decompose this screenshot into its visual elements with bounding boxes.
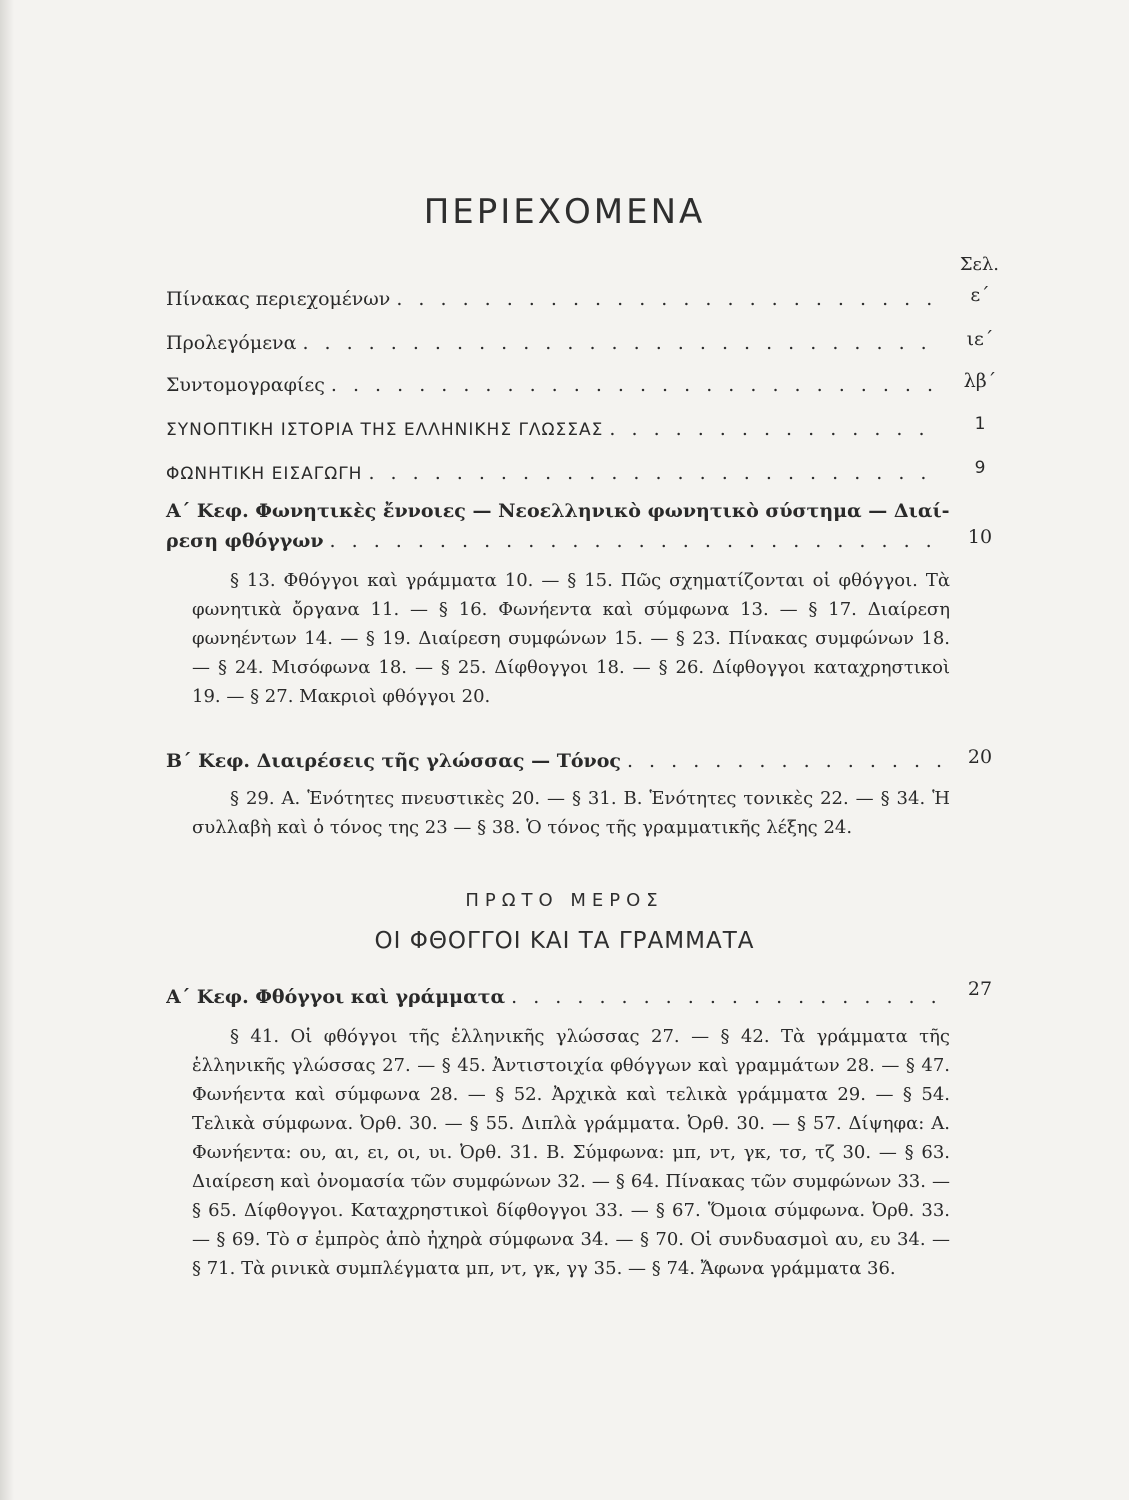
toc-entry-section-phonetics (166, 458, 941, 489)
chapter-details: § 29. Α. Ἑνότητες πνευστικὲς 20. — § 31. Β. Ἑνότητες τονικὲς 22. — § 34. Ἡ συλλαβὴ καὶ ὁ τόνος της 23 — § 38. Ὁ τόνος τῆς γραμματικῆς λέξης 24. (192, 788, 950, 838)
toc-page-number: 1 (974, 414, 986, 434)
leader-dots (609, 414, 941, 444)
toc-entry-chapter-b (166, 746, 941, 776)
leader-dots (368, 458, 941, 488)
page-title: ΠΕΡΙΕΧΟΜΕΝΑ (423, 192, 706, 232)
part-title: ΠΡΩΤΟ ΜΕΡΟΣ (465, 890, 664, 911)
toc-page-number: ε΄ (970, 284, 990, 306)
toc-entry-label: Πίνακας περιεχομένων (166, 288, 391, 310)
toc-entry-label: ΦΩΝΗΤΙΚΗ ΕΙΣΑΓΩΓΗ (166, 464, 363, 484)
toc-page-number: λβ΄ (963, 370, 997, 392)
toc-page-number: 20 (967, 746, 993, 768)
toc-entry-part-chapter-a (166, 982, 941, 1012)
chapter-details: § 13. Φθόγγοι καὶ γράμματα 10. — § 15. Πῶς σχηματίζονται οἱ φθόγγοι. Τὰ φωνητικὰ ὄργανα 11. — § 16. Φωνήεντα καὶ σύμφωνα 13. — § 17. Διαίρεση φωνηέντων 14. — § 19. Διαίρεση συμφώνων 15. — § 23. Πίνακας συμφώνων 18. — § 24. Μισόφωνα 18. — § 25. Δίφθογγοι 18. — § 26. Δίφθογγοι καταχρηστικοὶ 19. — § 27. Μακριοὶ φθόγγοι 20. (192, 570, 950, 707)
toc-entry-label: ΣΥΝΟΠΤΙΚΗ ΙΣΤΟΡΙΑ ΤΗΣ ΕΛΛΗΝΙΚΗΣ ΓΛΩΣΣΑΣ (166, 420, 604, 440)
toc-page-number: ιε΄ (966, 328, 994, 350)
toc-entry-front-1 (166, 284, 941, 314)
leader-dots (331, 370, 941, 400)
leader-dots (627, 746, 941, 776)
part-subtitle: ΟΙ ΦΘΟΓΓΟΙ ΚΑΙ ΤΑ ΓΡΑΜΜΑΤΑ (374, 928, 755, 954)
toc-entry-label: Συντομογραφίες (166, 374, 325, 396)
toc-page-number: 9 (974, 458, 986, 478)
toc-entry-label: ρεση φθόγγων (166, 530, 324, 552)
leader-dots (330, 526, 941, 556)
chapter-heading: Α΄ Κεφ. Φωνητικὲς ἔννοιες — Νεοελληνικὸ φωνητικὸ σύστημα — Διαί- (166, 500, 950, 522)
leader-dots (511, 982, 941, 1012)
toc-entry-section-history (166, 414, 941, 445)
toc-entry-label: Α΄ Κεφ. Φθόγγοι καὶ γράμματα (166, 986, 506, 1008)
toc-page-number: 10 (967, 526, 993, 548)
leader-dots (396, 284, 941, 314)
toc-entry-front-2 (166, 328, 941, 358)
toc-entry-label: Προλεγόμενα (166, 332, 297, 354)
toc-entry-label: Β΄ Κεφ. Διαιρέσεις τῆς γλώσσας — Τόνος (166, 750, 621, 772)
toc-page-number: 27 (967, 978, 993, 1000)
toc-entry-front-3 (166, 370, 941, 400)
toc-entry-chapter-a (166, 526, 941, 556)
page-column-label: Σελ. (959, 254, 999, 275)
leader-dots (302, 328, 941, 358)
chapter-details: § 41. Οἱ φθόγγοι τῆς ἑλληνικῆς γλώσσας 27. — § 42. Τὰ γράμματα τῆς ἑλληνικῆς γλώσσας 27. — § 45. Ἀντιστοιχία φθόγγων καὶ γραμμάτων 28. — § 47. Φωνήεντα καὶ σύμφωνα 28. — § 52. Ἀρχικὰ καὶ τελικὰ γράμματα 29. — § 54. Τελικὰ σύμφωνα. Ὀρθ. 30. — § 55. Διπλὰ γράμματα. Ὀρθ. 30. — § 57. Δίψηφα: Α. Φωνήεντα: ου, αι, ει, οι, υι. Ὀρθ. 31. Β. Σύμφωνα: μπ, ντ, γκ, τσ, τζ 30. — § 63. Διαίρεση καὶ ὀνομασία τῶν συμφώνων 32. — § 64. Πίνακας τῶν συμφώνων 33. — § 65. Δίφθογγοι. Καταχρηστικοὶ δίφθογγοι 33. — § 67. Ὅμοια σύμφωνα. Ὀρθ. 33. — § 69. Τὸ σ ἐμπρὸς ἀπὸ ἠχηρὰ σύμφωνα 34. — § 70. Οἱ συνδυασμοὶ αυ, ευ 34. — § 71. Τὰ ρινικὰ συμπλέγματα μπ, ντ, γκ, γγ 35. — § 74. Ἄφωνα γράμματα 36. (192, 1026, 950, 1279)
